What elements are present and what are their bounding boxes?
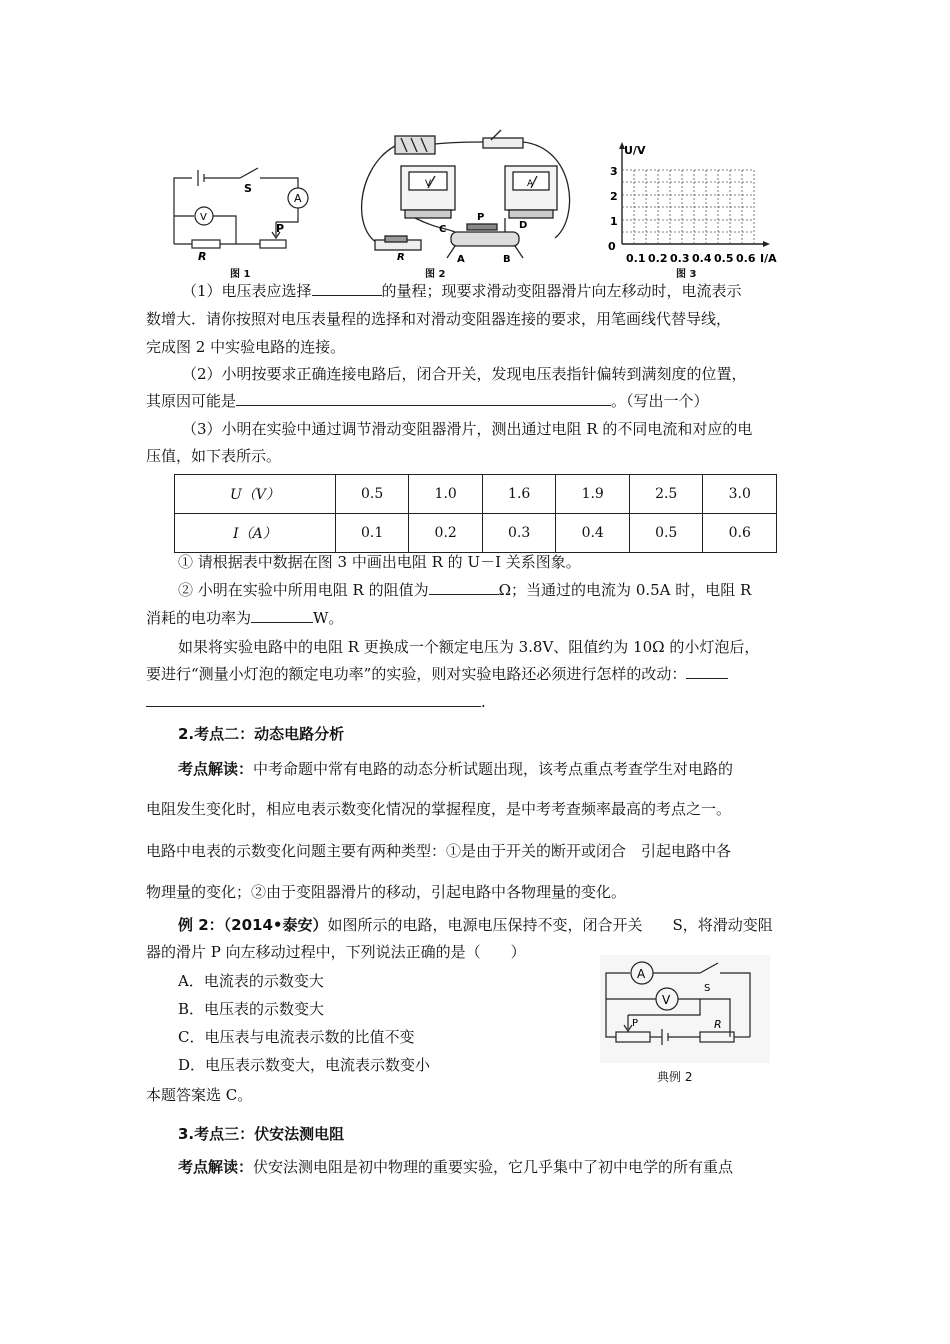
cell: 1.6 [482,475,556,514]
cell: 1.0 [409,475,483,514]
fig2-terminal-c: C [439,224,447,235]
fig3-xtick-6: 0.6 [736,252,756,265]
fig2-ammeter-label: A [527,179,534,189]
fig3-ytick-0: 0 [608,240,616,253]
fig3-xtick-3: 0.3 [670,252,690,265]
example2-line1: 例 2：（2014•泰安）如图所示的电路，电源电压保持不变，闭合开关 S，将滑动变阻 [178,916,773,934]
cell: 0.4 [556,514,630,553]
fig3-caption: 图 3 [676,269,697,280]
fig1-switch-label: S [244,182,252,195]
q2-line1: （2）小明按要求正确连接电路后，闭合开关，发现电压表指针偏转到满刻度的位置， [182,365,747,383]
sub-5: 要进行“测量小灯泡的额定电功率”的实验，则对实验电路还必须进行怎样的改动： [146,664,728,684]
fig3-ytick-1: 1 [610,215,618,228]
row-label: U（V） [175,475,336,514]
option-b[interactable]: B．电压表的示数变大 [178,1000,325,1018]
sub3-blank-power[interactable] [251,608,313,623]
sub6-blank-change-cont[interactable] [146,692,481,707]
sub5-blank-change[interactable] [686,664,728,679]
cell: 0.5 [629,514,703,553]
option-c[interactable]: C．电压表与电流表示数的比值不变 [178,1028,415,1046]
ex2-resistor-label: R [714,1018,722,1031]
cell: 3.0 [703,475,777,514]
example2-circuit [600,955,770,1063]
section3-line1: 考点解读：伏安法测电阻是初中物理的重要实验，它几乎集中了初中电学的所有重点 [178,1158,734,1176]
ex2-switch-label: S [704,983,711,994]
option-d[interactable]: D．电压表示数变大，电流表示数变小 [178,1056,431,1074]
fig2-terminal-a: A [457,254,465,265]
sub-1: ① 请根据表中数据在图 3 中画出电阻 R 的 U－I 关系图象。 [178,553,581,571]
cell: 0.5 [335,475,409,514]
ex2-slider-label: P [632,1018,639,1029]
figure-2-apparatus [355,128,585,268]
table-row-i [175,514,777,553]
cell: 0.3 [482,514,556,553]
fig3-xtick-2: 0.2 [648,252,668,265]
q1-line3: 完成图 2 中实验电路的连接。 [146,338,346,356]
fig1-slider-label: P [276,222,285,235]
sub-6: . [146,692,486,712]
q1-line1: （1）电压表应选择 的量程；现要求滑动变阻器滑片向左移动时，电流表示 [182,282,742,300]
fig2-terminal-b: B [503,254,511,265]
sub-2: ② 小明在实验中所用电阻 R 的阻值为 Ω；当通过的电流为 0.5A 时，电阻 R [178,581,752,599]
fig2-slider-label: P [477,212,485,223]
cell: 1.9 [556,475,630,514]
table-row-u [175,475,777,514]
fig2-caption: 图 2 [425,269,446,280]
section3-title: 3.考点三：伏安法测电阻 [178,1125,345,1143]
fig3-xtick-5: 0.5 [714,252,734,265]
sub-4: 如果将实验电路中的电阻 R 更换成一个额定电压为 3.8V、阻值约为 10Ω 的小灯泡后， [178,638,760,656]
example2-line2: 器的滑片 P 向左移动过程中，下列说法正确的是（ ） [146,943,526,961]
figure-1-circuit [160,160,330,270]
q2-blank-reason[interactable] [236,391,611,406]
fig2-terminal-d: D [519,220,528,231]
sub2-blank-resistance[interactable] [429,580,499,595]
section2-line4: 物理量的变化；②由于变阻器滑片的移动，引起电路中各物理量的变化。 [146,883,627,901]
option-a[interactable]: A．电流表的示数变大 [178,972,324,990]
fig3-xtick-4: 0.4 [692,252,712,265]
example2-answer: 本题答案选 C。 [146,1086,253,1104]
fig3-xtick-1: 0.1 [626,252,646,265]
q1-blank-range[interactable] [312,281,382,296]
ex2-ammeter-label: A [637,967,646,981]
q3-line2: 压值，如下表所示。 [146,447,282,465]
cell: 0.2 [409,514,483,553]
section2-line1: 考点解读：中考命题中常有电路的动态分析试题出现，该考点重点考查学生对电路的 [178,760,734,778]
sub-3: 消耗的电功率为 W。 [146,609,344,627]
cell: 0.6 [703,514,777,553]
fig3-xlabel: I/A [760,252,777,265]
example2-caption: 典例 2 [657,1070,693,1084]
fig3-ylabel: U/V [624,144,646,157]
fig1-voltmeter-label: V [200,212,207,223]
q2-line2: 其原因可能是 。（写出一个） [146,392,709,410]
fig2-resistor-label: R [397,252,405,263]
measurement-table [174,474,777,553]
ex2-voltmeter-label: V [662,993,671,1007]
figure-3-ui-grid [600,140,790,268]
q3-line1: （3）小明在实验中通过调节滑动变阻器滑片，测出通过电阻 R 的不同电流和对应的电 [182,420,753,438]
q1-line2: 数增大．请你按照对电压表量程的选择和对滑动变阻器连接的要求，用笔画线代替导线， [146,310,732,328]
fig1-resistor-label: R [198,250,207,263]
fig1-caption: 图 1 [230,269,251,280]
row-label: I（A） [175,514,336,553]
fig3-ytick-3: 3 [610,165,618,178]
section2-line2: 电阻发生变化时，相应电表示数变化情况的掌握程度，是中考考查频率最高的考点之一。 [146,800,732,818]
fig3-ytick-2: 2 [610,190,618,203]
cell: 0.1 [335,514,409,553]
section2-line3: 电路中电表的示数变化问题主要有两种类型：①是由于开关的断开或闭合 引起电路中各 [146,842,732,860]
fig2-voltmeter-label: V [425,179,432,189]
section2-title: 2.考点二：动态电路分析 [178,725,345,743]
cell: 2.5 [629,475,703,514]
fig1-ammeter-label: A [294,192,302,205]
